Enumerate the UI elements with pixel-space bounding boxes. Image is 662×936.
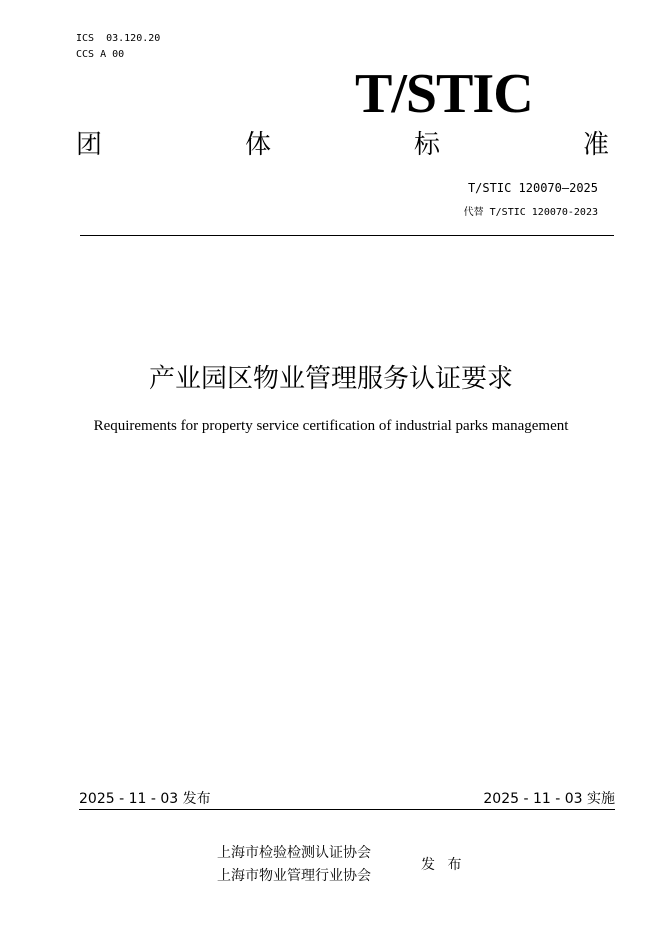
document-title-chinese: 产业园区物业管理服务认证要求 (148, 364, 513, 394)
standard-type-char: 准 (582, 130, 609, 160)
standard-logo: T/STIC (355, 63, 533, 125)
standard-type-heading (76, 128, 609, 162)
classification-codes (76, 31, 160, 63)
publish-date: 2025 - 11 - 03 发布 (79, 791, 211, 807)
replaces-code: 代替 T/STIC 120070-2023 (463, 207, 598, 218)
issuing-organization: 上海市物业管理行业协会 (217, 868, 371, 884)
ics-code: ICS 03.120.20 (76, 33, 161, 44)
header-divider (80, 235, 614, 236)
standard-type-char: 体 (244, 130, 271, 160)
standard-code: T/STIC 120070—2025 (467, 181, 598, 195)
footer-divider (79, 809, 615, 810)
standard-type-char: 标 (413, 130, 440, 160)
document-title-english: Requirements for property service certification of industrial parks management (93, 418, 569, 434)
implement-date: 2025 - 11 - 03 实施 (483, 791, 615, 807)
issuing-organization: 上海市检验检测认证协会 (217, 845, 371, 861)
standard-type-char: 团 (76, 130, 103, 160)
ccs-code: CCS A 00 (76, 49, 125, 60)
issue-label: 发 布 (421, 857, 466, 873)
